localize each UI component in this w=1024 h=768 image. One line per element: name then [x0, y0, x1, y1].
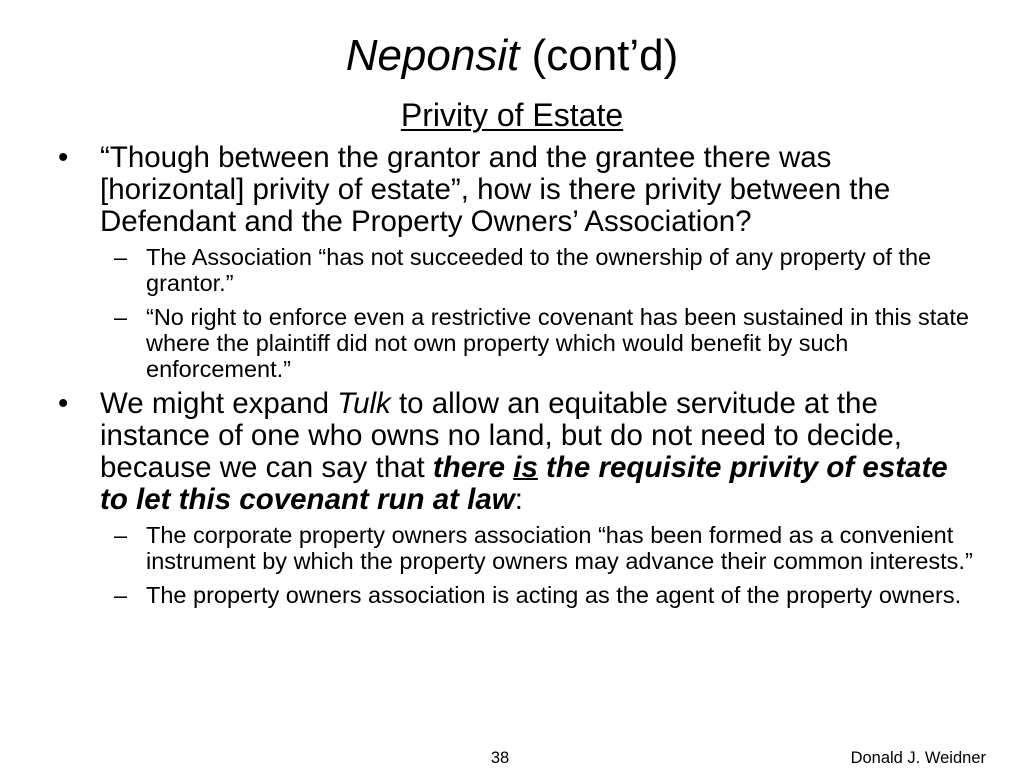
bullet-item: [56, 142, 976, 238]
emphasis-text: the requisite privity of estate to let this covenant run at law: [100, 451, 948, 516]
bullet-marker: •: [58, 141, 69, 174]
footer-author: Donald J. Weidner: [850, 749, 986, 767]
sub-bullet-item: [56, 582, 976, 608]
emphasis-underlined-text: is: [513, 451, 538, 484]
sub-bullet-item: [56, 244, 976, 296]
page-number: 38: [490, 749, 510, 767]
sub-bullet-item: [56, 304, 976, 382]
sub-bullet-marker: –: [114, 582, 128, 608]
bullet-item: [56, 388, 976, 516]
title-case-name: Neponsit: [345, 31, 520, 80]
sub-bullet-marker: –: [114, 244, 128, 270]
slide-body: [56, 142, 976, 616]
bullet-marker: •: [58, 387, 69, 420]
sub-bullet-text: The property owners association is acting as the agent of the property owners.: [146, 582, 962, 608]
emphasis-text: there: [432, 451, 514, 484]
sub-bullet-text: The corporate property owners association “has been formed as a convenient instrument by which the property owners may advance their common interests.”: [146, 522, 973, 574]
sub-bullet-item: [56, 522, 976, 574]
title-suffix: (cont’d): [519, 31, 679, 80]
slide-subtitle: Privity of Estate: [400, 97, 624, 133]
sub-bullet-marker: –: [114, 522, 128, 548]
sub-bullet-marker: –: [114, 304, 128, 330]
sub-bullet-text: “No right to enforce even a restrictive covenant has been sustained in this state where the plaintiff did not own property which would benefit by such enforcement.”: [146, 304, 969, 382]
sub-bullet-text: The Association “has not succeeded to the ownership of any property of the grantor.”: [146, 244, 932, 296]
slide-title: [0, 30, 1024, 82]
bullet-text: “Though between the grantor and the grantee there was [horizontal] privity of estate”, how is there privity between the Defendant and the Property Owners’ Association?: [100, 141, 891, 238]
bullet-text-part: to allow an equitable servitude at the instance of one who owns no land, but do not need to decide, because we can say that: [100, 387, 903, 484]
bullet-text-part: :: [514, 483, 523, 516]
bullet-text-part: We might expand: [100, 387, 338, 420]
case-name-tulk: Tulk: [337, 387, 391, 420]
